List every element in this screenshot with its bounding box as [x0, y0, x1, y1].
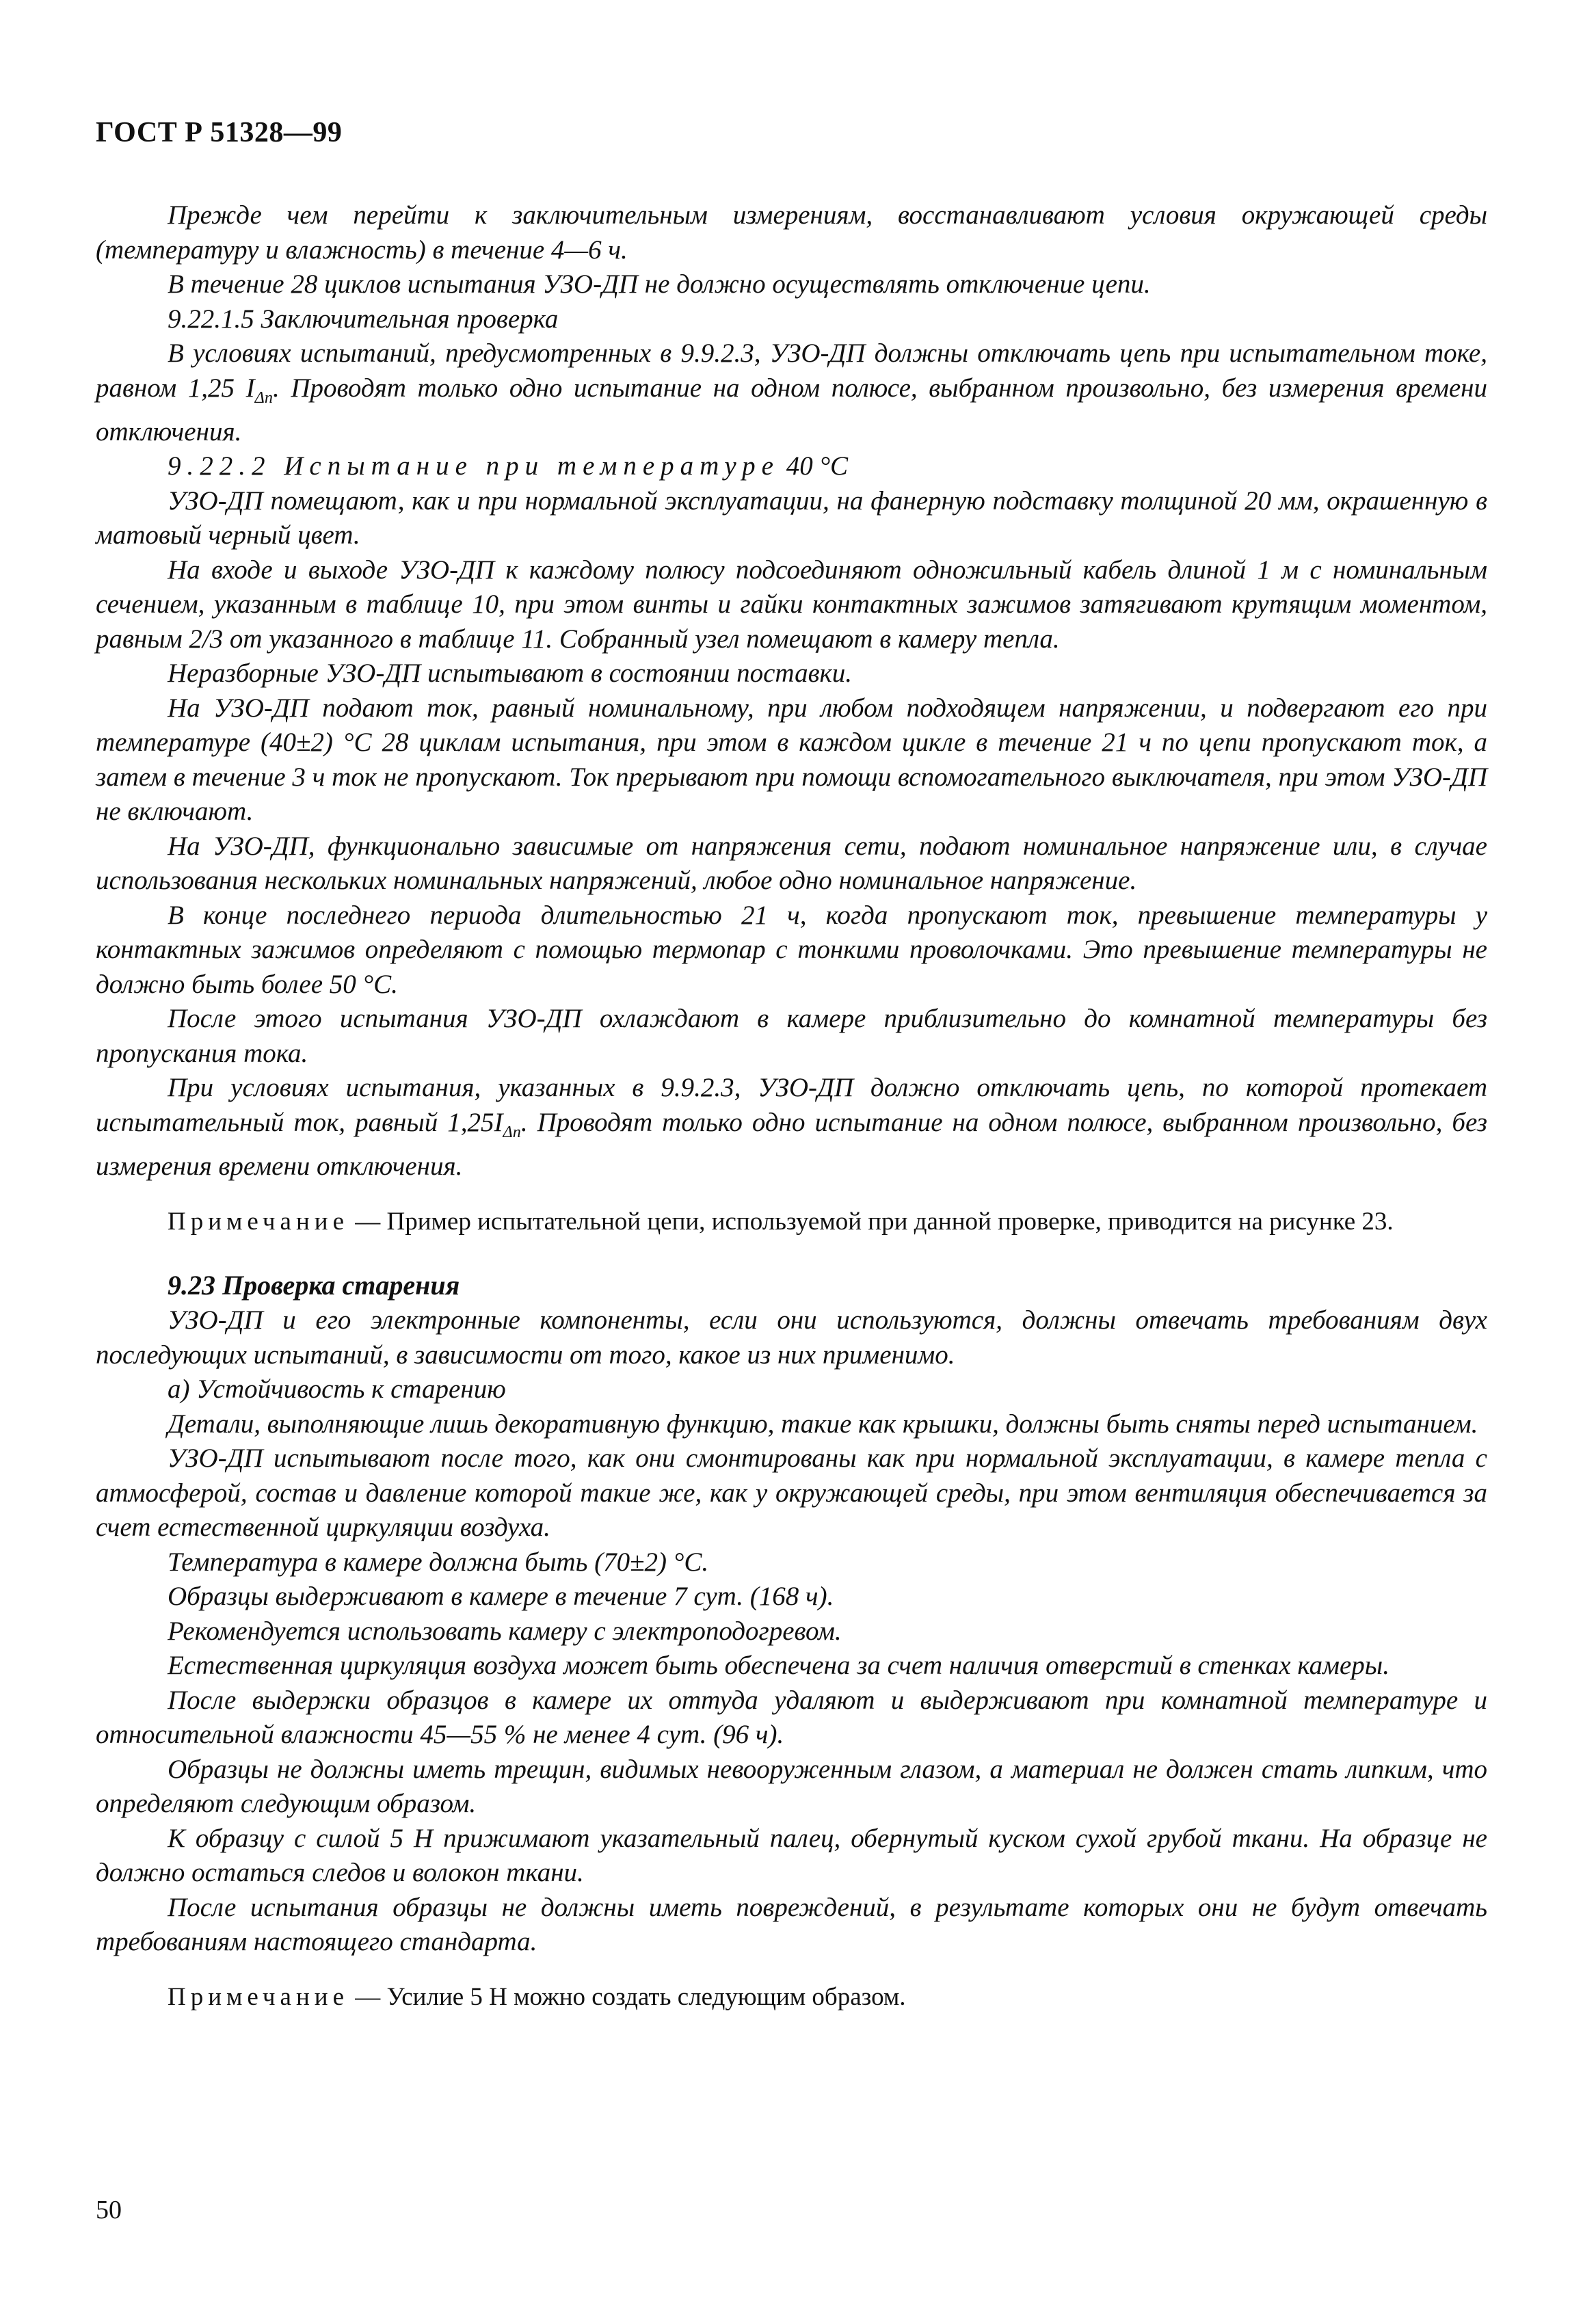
paragraph: После выдержки образцов в камере их оттуда удаляют и выдерживают при комнатной температуре и относительной влажности 45—55 % не менее 4 сут. (96 ч). — [96, 1685, 1487, 1750]
paragraph-text: . Проводят только одно испытание на одном полюсе, выбранном произвольно, без измерения времени отключения. — [96, 373, 1487, 447]
paragraph: Рекомендуется использовать камеру с электроподогревом. — [168, 1616, 842, 1646]
paragraph: После испытания образцы не должны иметь повреждений, в результате которых они не будут отвечать требованиям настоящего стандарта. — [96, 1892, 1487, 1957]
paragraph: В течение 28 циклов испытания УЗО-ДП не должно осуществлять отключение цепи. — [168, 269, 1151, 299]
page-number: 50 — [96, 2196, 122, 2224]
paragraph: На УЗО-ДП, функционально зависимые от напряжения сети, подают номинальное напряжение или, в случае использования нескольких номинальных напряжений, любое одно номинальное напряжение. — [96, 831, 1487, 896]
paragraph: Прежде чем перейти к заключительным измерениям, восстанавливают условия окружающей среды (температуру и влажность) в течение 4—6 ч. — [96, 200, 1487, 265]
paragraph — [96, 1071, 1487, 1184]
paragraph-text: . Проводят только одно испытание на одном полюсе, выбранном произвольно, без измерения времени отключения. — [96, 1107, 1487, 1182]
paragraph: УЗО-ДП помещают, как и при нормальной эксплуатации, на фанерную подставку толщиной 20 мм, окрашенную в матовый черный цвет. — [96, 485, 1487, 550]
paragraph: Детали, выполняющие лишь декоративную функцию, такие как крышки, должны быть сняты перед испытанием. — [168, 1409, 1478, 1439]
paragraph: Образцы не должны иметь трещин, видимых невооруженным глазом, а материал не должен стать липким, что определяют следующим образом. — [96, 1754, 1487, 1819]
paragraph: Образцы выдерживают в камере в течение 7 сут. (168 ч). — [168, 1582, 834, 1612]
paragraph: УЗО-ДП и его электронные компоненты, если они используются, должны отвечать требованиям двух последующих испытаний, в зависимости от того, какое из них применимо. — [96, 1305, 1487, 1370]
heading-lead: 9.22.2 Испытание при температуре — [168, 451, 780, 481]
note-text: — Пример испытательной цепи, используемой при данной проверке, приводится на рисунке 23. — [349, 1207, 1394, 1236]
note-label: Примечание — [168, 1982, 349, 2011]
note — [96, 1205, 1487, 1240]
paragraph: После этого испытания УЗО-ДП охлаждают в камере приблизительно до комнатной температуры без пропускания тока. — [96, 1004, 1487, 1068]
paragraph: Естественная циркуляция воздуха может быть обеспечена за счет наличия отверстий в стенках камеры. — [168, 1651, 1389, 1681]
note-label: Примечание — [168, 1207, 349, 1236]
paragraph-text: В условиях испытаний, предусмотренных в 9.9.2.3, УЗО-ДП должны отключать цепь при испытательном токе, равном 1,25 I — [96, 338, 1487, 403]
paragraph: На входе и выходе УЗО-ДП к каждому полюсу подсоединяют одножильный кабель длиной 1 м с номинальным сечением, указанным в таблице 10, при этом винты и гайки контактных зажимов затягивают крутящим моментом, равным 2/3 от указанного в таблице 11. Собранный узел помещают в камеру тепла. — [96, 555, 1487, 654]
paragraph: УЗО-ДП испытывают после того, как они смонтированы как при нормальной эксплуатации, в камере тепла с атмосферой, состав и давление которой такие же, как у окружающей среды, при этом вентиляция обеспечивается за счет естественной циркуляции воздуха. — [96, 1443, 1487, 1543]
document-body — [96, 198, 1487, 2014]
note-text: — Усилие 5 Н можно создать следующим образом. — [349, 1982, 906, 2011]
subscript: Δn — [254, 388, 273, 407]
subsection-heading — [96, 449, 1487, 484]
paragraph — [96, 336, 1487, 449]
paragraph-text: При условиях испытания, указанных в 9.9.2.3, УЗО-ДП должно отключать цепь, по которой протекает испытательный ток, равный 1,25I — [96, 1073, 1487, 1137]
section-title: 9.23 Проверка старения — [168, 1270, 460, 1301]
subscript: Δn — [503, 1122, 521, 1141]
paragraph: В конце последнего периода длительностью 21 ч, когда пропускают ток, превышение температуры у контактных зажимов определяют с помощью термопар с тонкими проволочками. Это превышение температуры не должно быть более 50 °С. — [96, 900, 1487, 999]
subsection-heading: 9.22.1.5 Заключительная проверка — [168, 304, 559, 334]
paragraph: К образцу с силой 5 Н прижимают указательный палец, обернутый куском сухой грубой ткани. На образце не должно остаться следов и волокон ткани. — [96, 1823, 1487, 1888]
document-header: ГОСТ Р 51328—99 — [96, 117, 343, 148]
paragraph: Неразборные УЗО-ДП испытывают в состоянии поставки. — [168, 658, 852, 689]
paragraph: Температура в камере должна быть (70±2) °С. — [168, 1547, 709, 1577]
note — [96, 1980, 1487, 2015]
heading-tail: 40 °С — [779, 451, 849, 481]
list-item: а) Устойчивость к старению — [168, 1374, 506, 1405]
paragraph: На УЗО-ДП подают ток, равный номинальному, при любом подходящем напряжении, и подвергают его при температуре (40±2) °С 28 циклам испытания, при этом в каждом цикле в течение 21 ч по цепи пропускают ток, а затем в течение 3 ч ток не пропускают. Ток прерывают при помощи вспомогательного выключателя, при этом УЗО-ДП не включают. — [96, 693, 1487, 827]
